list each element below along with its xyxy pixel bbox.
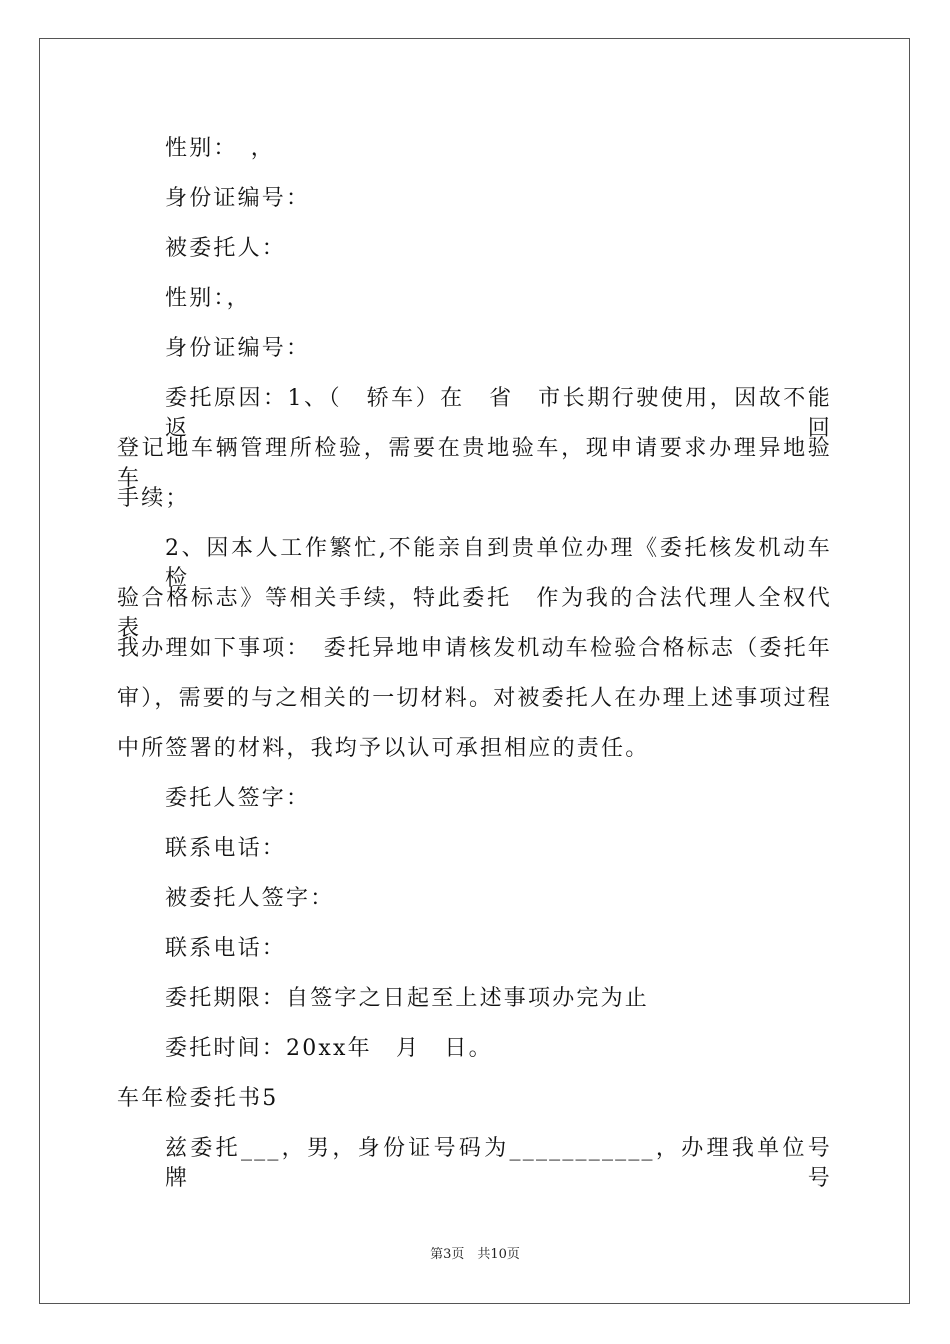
section-heading: 车年检委托书5 [117, 1086, 279, 1111]
doc-line: 委托期限：自签字之日起至上述事项办完为止 [165, 986, 650, 1011]
doc-line: 2、因本人工作繁忙,不能亲自到贵单位办理《委托核发机动车检 [165, 536, 832, 591]
doc-line: 身份证编号： [165, 186, 311, 211]
doc-line: 性别：， [165, 286, 251, 311]
doc-line: 委托原因：1、（ 轿车）在 省 市长期行驶使用，因故不能返回 [165, 386, 832, 441]
page-footer [0, 1246, 950, 1264]
doc-line: 审），需要的与之相关的一切材料。对被委托人在办理上述事项过程 [117, 686, 833, 711]
doc-line: 身份证编号： [165, 336, 311, 361]
doc-line: 登记地车辆管理所检验，需要在贵地验车，现申请要求办理异地验车 [117, 436, 832, 491]
doc-line: 被委托人： [165, 236, 287, 261]
page-number: 第3页 共10页 [430, 1247, 520, 1262]
doc-line: 我办理如下事项： 委托异地申请核发机动车检验合格标志（委托年 [117, 636, 833, 661]
doc-line: 性别： ， [165, 136, 276, 161]
doc-line: 被委托人签字： [165, 886, 335, 911]
doc-line: 委托时间：20xx年 月 日。 [165, 1036, 493, 1061]
doc-line: 手续； [117, 486, 190, 511]
doc-line: 联系电话： [165, 836, 287, 861]
doc-line: 兹委托___，男，身份证号码为___________，办理我单位号牌号 [165, 1136, 832, 1191]
doc-line: 联系电话： [165, 936, 287, 961]
page-border [39, 38, 910, 1304]
doc-line: 中所签署的材料，我均予以认可承担相应的责任。 [117, 736, 650, 761]
doc-line: 委托人签字： [165, 786, 311, 811]
doc-line: 验合格标志》等相关手续，特此委托 作为我的合法代理人全权代表 [117, 586, 832, 641]
